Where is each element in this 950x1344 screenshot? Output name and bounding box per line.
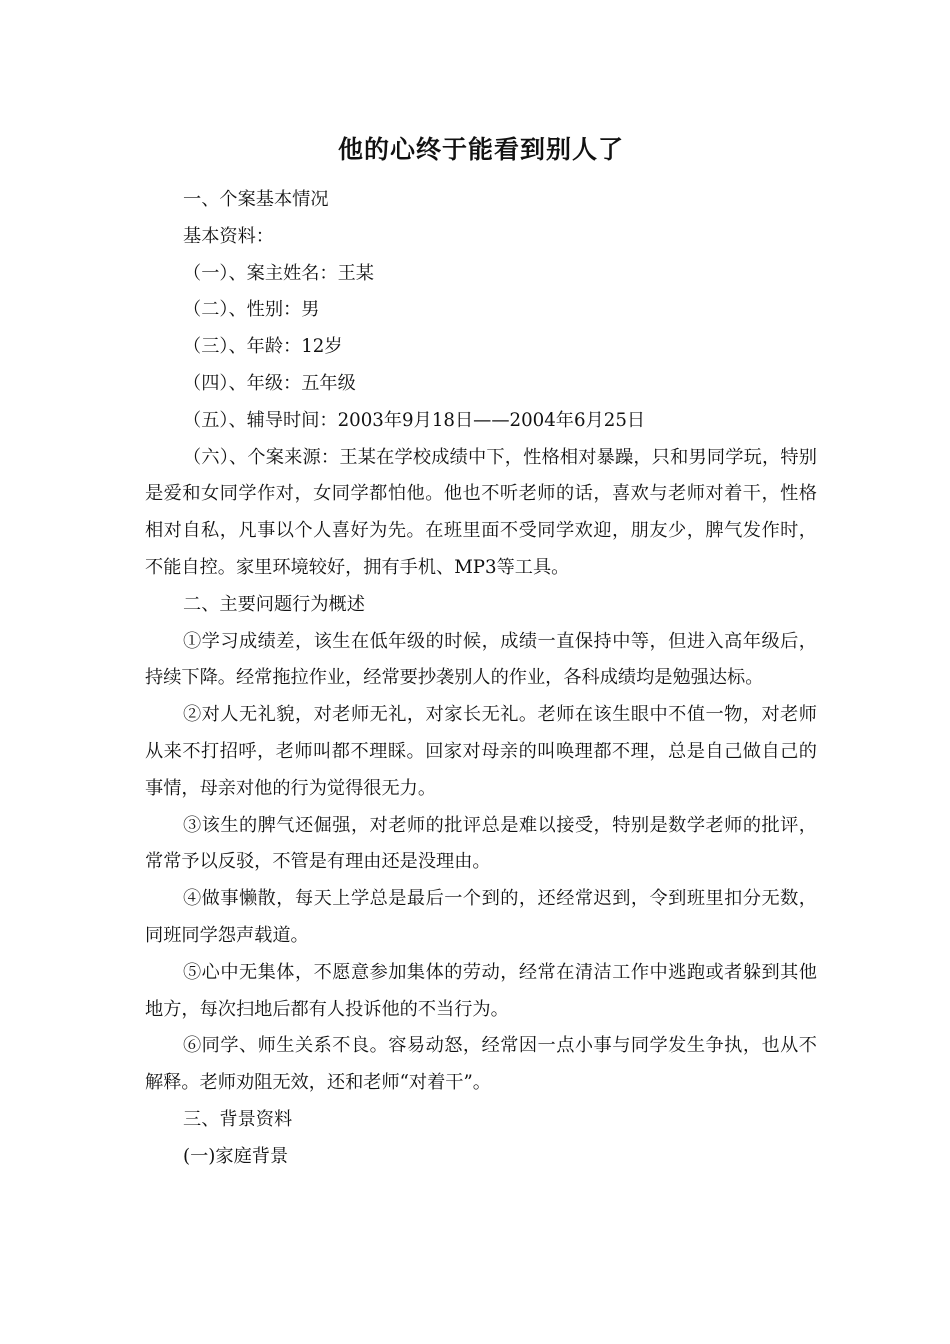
problem-item-5: ⑤心中无集体，不愿意参加集体的劳动，经常在清洁工作中逃跑或者躲到其他地方，每次扫地后都有人投诉他的不当行为。 [145, 961, 817, 1020]
section-heading-3: 三、背景资料 [183, 1108, 293, 1130]
problem-item-3: ③该生的脾气还倔强，对老师的批评总是难以接受，特别是数学老师的批评，常常予以反驳，不管是有理由还是没理由。 [145, 814, 817, 873]
section-heading-2: 二、主要问题行为概述 [183, 593, 365, 615]
problem-item-6: ⑥同学、师生关系不良。容易动怒，经常因一点小事与同学发生争执，也从不解释。老师劝阻无效，还和老师“对着干”。 [145, 1035, 817, 1094]
document-title: 他的心终于能看到别人了 [337, 135, 624, 164]
info-counseling-time: （五）、辅导时间：2003年9月18日——2004年6月25日 [183, 409, 646, 431]
info-age: （三）、年龄：12岁 [183, 336, 343, 358]
info-gender: （二）、性别：男 [183, 299, 320, 321]
document-page [145, 130, 817, 1176]
problem-item-2: ②对人无礼貌，对老师无礼，对家长无礼。老师在该生眼中不值一物，对老师从来不打招呼，老师叫都不理睬。回家对母亲的叫唤理都不理，总是自己做自己的事情，母亲对他的行为觉得很无力。 [145, 704, 817, 799]
subsection-family-background: (一)家庭背景 [183, 1145, 289, 1167]
basic-info-label: 基本资料： [183, 225, 274, 247]
problem-item-4: ④做事懒散，每天上学总是最后一个到的，还经常迟到，令到班里扣分无数，同班同学怨声载道。 [145, 888, 817, 946]
problem-item-1: ①学习成绩差，该生在低年级的时候，成绩一直保持中等，但进入高年级后，持续下降。经常拖拉作业，经常要抄袭别人的作业，各科成绩均是勉强达标。 [145, 630, 817, 689]
info-grade: （四）、年级：五年级 [183, 372, 356, 394]
info-name: （一）、案主姓名：王某 [183, 262, 374, 284]
info-case-source: （六）、个案来源：王某在学校成绩中下，性格相对暴躁，只和男同学玩，特别是爱和女同学作对，女同学都怕他。他也不听老师的话，喜欢与老师对着干，性格相对自私，凡事以个人喜好为先。在班里面不受同学欢迎，朋友少，脾气发作时，不能自控。家里环境较好，拥有手机、MP3等工具。 [145, 446, 817, 578]
section-heading-1: 一、个案基本情况 [183, 189, 329, 210]
